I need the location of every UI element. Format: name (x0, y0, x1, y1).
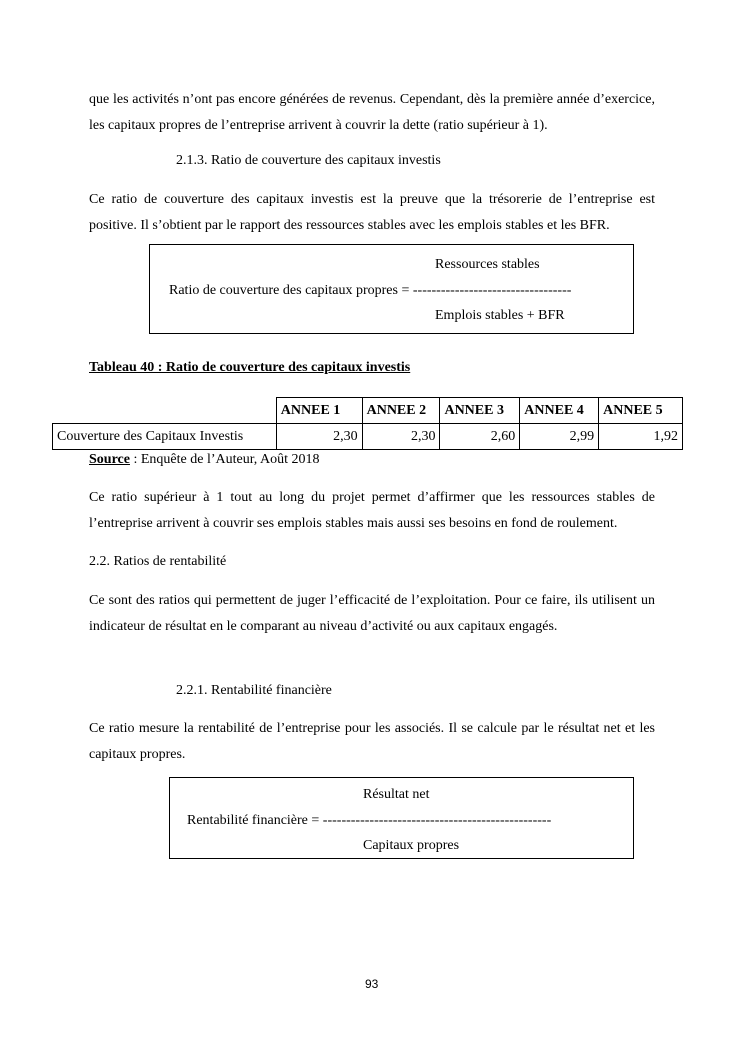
coverage-table (52, 397, 683, 450)
table-corner-cell (53, 398, 277, 424)
formula-label: Rentabilité financière = (187, 813, 323, 828)
section-heading-2-1-3: 2.1.3. Ratio de couverture des capitaux investis (176, 153, 441, 168)
table-header-row (53, 398, 683, 424)
section-heading-2-2: 2.2. Ratios de rentabilité (89, 554, 227, 569)
table-value-cell: 2,30 (276, 424, 362, 450)
paragraph-intro: que les activités n’ont pas encore générées de revenus. Cependant, dès la première année d’exercice, les capitaux propres de l’entreprise arrivent à couvrir la dette (ratio supérieur à 1). (89, 92, 655, 133)
paragraph-ratio-definition: Ce ratio de couverture des capitaux investis est la preuve que la trésorerie de l’entreprise est positive. Il s’obtient par le rapport des ressources stables avec les emplois stables et les BFR. (89, 192, 655, 233)
formula-fraction-bar: ------------------------------------------------- (322, 813, 552, 828)
source-text: : Enquête de l’Auteur, Août 2018 (129, 452, 320, 467)
table-caption: Tableau 40 : Ratio de couverture des capitaux investis (89, 360, 411, 375)
table-value-cell: 2,60 (440, 424, 520, 450)
formula-expression (169, 282, 571, 300)
table-header-cell: ANNEE 5 (599, 398, 683, 424)
table-row-label: Couverture des Capitaux Investis (53, 424, 277, 450)
formula-numerator: Ressources stables (435, 257, 540, 272)
table-header-cell: ANNEE 4 (520, 398, 599, 424)
formula-numerator: Résultat net (363, 787, 430, 802)
paragraph-profitability-ratios: Ce sont des ratios qui permettent de juger l’efficacité de l’exploitation. Pour ce faire, ils utilisent un indicateur de résultat en le comparant au niveau d’activité ou aux capitaux engagés. (89, 593, 655, 634)
table-row (53, 424, 683, 450)
table-source (89, 451, 320, 469)
formula-label: Ratio de couverture des capitaux propres = (169, 283, 413, 298)
formula-box-profitability (169, 777, 634, 859)
formula-box-coverage (149, 244, 634, 334)
formula-denominator: Emplois stables + BFR (435, 308, 565, 323)
table-value-cell: 2,30 (362, 424, 440, 450)
table-header-cell: ANNEE 3 (440, 398, 520, 424)
formula-fraction-bar: ---------------------------------- (412, 283, 572, 298)
table-value-cell: 1,92 (599, 424, 683, 450)
paragraph-financial-profitability: Ce ratio mesure la rentabilité de l’entreprise pour les associés. Il se calcule par le résultat net et les capitaux propres. (89, 721, 655, 762)
section-heading-2-2-1: 2.2.1. Rentabilité financière (176, 683, 332, 698)
formula-expression (187, 812, 551, 830)
table-header-cell: ANNEE 1 (276, 398, 362, 424)
formula-denominator: Capitaux propres (363, 838, 460, 853)
source-label: Source (89, 452, 130, 467)
page-number: 93 (365, 977, 379, 991)
table-value-cell: 2,99 (520, 424, 599, 450)
paragraph-interpretation: Ce ratio supérieur à 1 tout au long du projet permet d’affirmer que les ressources stables de l’entreprise arrivent à couvrir ses emplois stables mais aussi ses besoins en fond de roulement. (89, 490, 655, 531)
table-header-cell: ANNEE 2 (362, 398, 440, 424)
